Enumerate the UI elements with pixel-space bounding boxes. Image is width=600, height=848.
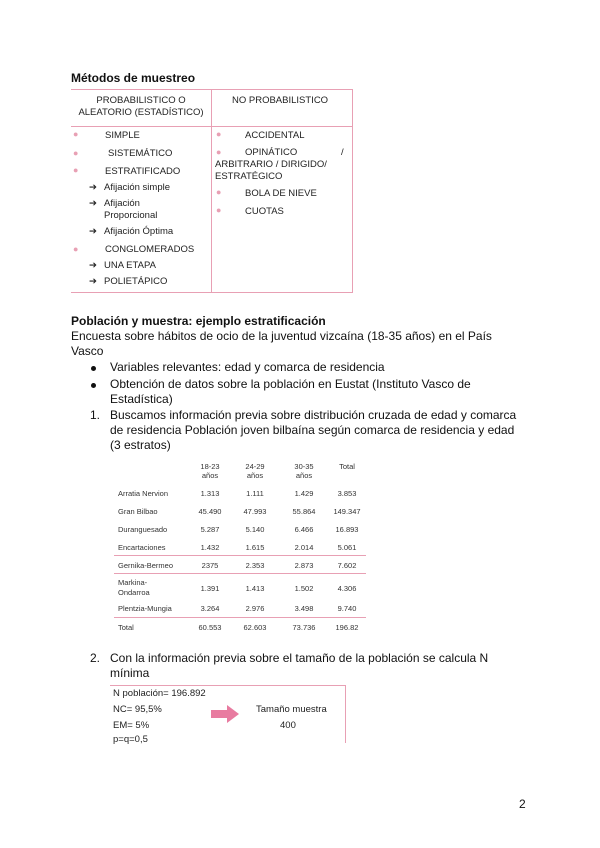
bullet-obtencion: Obtención de datos sobre la población en Eustat (Instituto Vasco de Estadística) <box>110 377 471 406</box>
row-divider <box>114 617 366 618</box>
header-total: Total <box>339 462 355 471</box>
col1-header: PROBABILISTICO O ALEATORIO (ESTADÍSTICO) <box>78 95 204 118</box>
bullet-variables: Variables relevantes: edad y comarca de residencia <box>110 360 385 374</box>
header-24-29: 24-29 años <box>245 462 265 480</box>
bullet-icon: ● <box>216 187 222 197</box>
arrow-right-icon: ➔ <box>89 276 97 287</box>
sampling-methods-table <box>71 89 352 293</box>
arrow-right-icon <box>211 705 239 723</box>
header-30-35: 30-35 años <box>294 462 314 480</box>
calc-input-pq: p=q=0,5 <box>113 734 148 745</box>
item-opinatico-2: ARBITRARIO / DIRIGIDO/ <box>215 159 327 170</box>
item-bola-de-nieve: BOLA DE NIEVE <box>245 188 317 199</box>
intro-text: Encuesta sobre hábitos de ocio de la juventud vizcaína (18-35 años) en el País Vasco <box>71 329 492 358</box>
bullet-icon: ● <box>73 165 79 175</box>
section-title-poblacion: Población y muestra: ejemplo estratificación <box>71 314 326 328</box>
bullet-icon: ● <box>73 244 79 254</box>
section-title-metodos: Métodos de muestreo <box>71 71 196 85</box>
step1-text: Buscamos información previa sobre distribución cruzada de edad y comarca de residencia Población joven bilbaína según comarca de residencia y edad (3 estratos) <box>110 408 517 452</box>
result-label: Tamaño muestra <box>256 704 327 715</box>
item-opinatico: OPINÁTICO <box>245 147 298 158</box>
bullet-icon <box>91 366 96 371</box>
page-number: 2 <box>519 797 526 811</box>
item-polietapico: POLIETÁPICO <box>104 276 168 287</box>
item-opinatico-3: ESTRATÉGICO <box>215 171 283 182</box>
bullet-icon: ● <box>216 129 222 139</box>
bullet-icon: ● <box>73 129 79 139</box>
calc-input-n: N población= 196.892 <box>113 688 206 699</box>
arrow-right-icon: ➔ <box>89 198 97 209</box>
arrow-right-icon: ➔ <box>89 226 97 237</box>
item-afijacion-optima: Afijación Óptima <box>104 226 174 237</box>
step1-number: 1. <box>90 408 101 422</box>
calc-input-em: EM= 5% <box>113 720 150 731</box>
step2-number: 2. <box>90 651 101 665</box>
step2-text: Con la información previa sobre el tamaño de la población se calcula N mínima <box>110 651 489 680</box>
bullet-icon: ● <box>216 147 222 157</box>
bullet-icon <box>91 383 96 388</box>
item-una-etapa: UNA ETAPA <box>104 260 156 271</box>
result-value: 400 <box>280 720 296 731</box>
item-afijacion-proporcional: Afijación <box>104 198 140 209</box>
arrow-right-icon: ➔ <box>89 260 97 271</box>
item-accidental: ACCIDENTAL <box>245 130 305 141</box>
calc-input-nc: NC= 95,5% <box>113 704 162 715</box>
arrow-right-icon: ➔ <box>89 182 97 193</box>
row-divider <box>114 555 366 556</box>
item-simple: SIMPLE <box>105 130 140 141</box>
item-afijacion-simple: Afijación simple <box>104 182 170 193</box>
col2-header: NO PROBABILISTICO <box>232 95 329 106</box>
header-18-23: 18-23 años <box>200 462 220 480</box>
row-divider <box>114 573 366 574</box>
item-opinatico-slash: / <box>341 147 344 158</box>
bullet-icon: ● <box>73 148 79 158</box>
item-afijacion-proporcional-2: Proporcional <box>104 210 158 221</box>
item-cuotas: CUOTAS <box>245 206 284 217</box>
sample-size-calculation <box>110 685 346 743</box>
item-estratificado: ESTRATIFICADO <box>105 166 181 177</box>
item-conglomerados: CONGLOMERADOS <box>105 244 195 255</box>
bullet-icon: ● <box>216 205 222 215</box>
item-sistematico: SISTEMÁTICO <box>108 148 173 159</box>
